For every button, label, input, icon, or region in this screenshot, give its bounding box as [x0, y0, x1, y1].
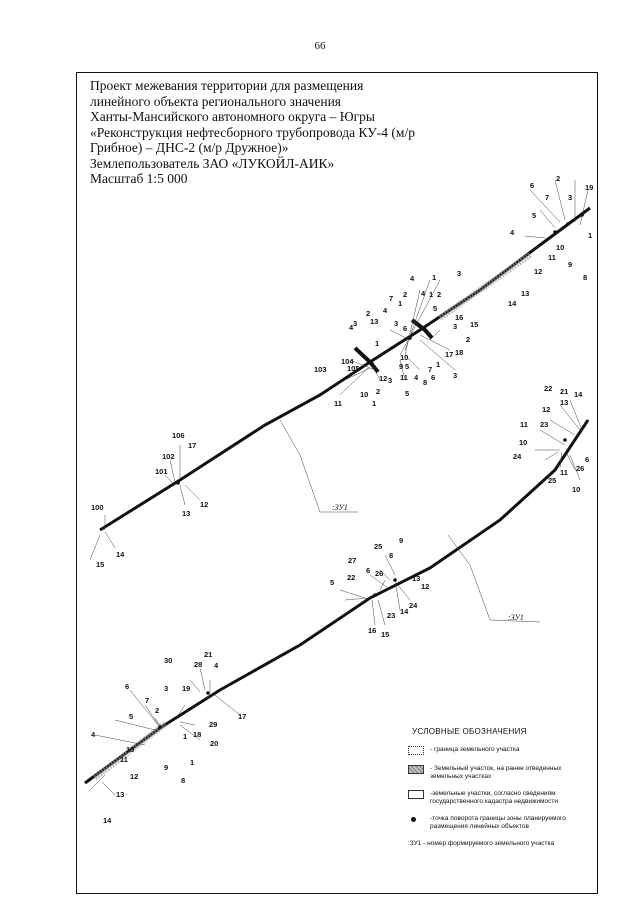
point-label: 24 — [409, 601, 418, 610]
point-label: 1 — [398, 299, 403, 308]
point-label: 6 — [403, 324, 408, 333]
point-label: 105 — [347, 364, 360, 373]
point-label: 21 — [560, 387, 569, 396]
title-line: Грибное) – ДНС-2 (м/р Дружное)» — [90, 140, 289, 155]
boundary-swatch-icon — [408, 746, 424, 755]
point-label: 102 — [162, 452, 175, 461]
point-label: 5 — [129, 712, 134, 721]
point-label: 8 — [583, 273, 588, 282]
labels-upper-middle — [314, 273, 478, 408]
parcel-label-upper: :ЗУ1 — [332, 503, 348, 512]
legend-item — [404, 840, 594, 850]
point-label: 17 — [238, 712, 247, 721]
point-label: 10 — [556, 243, 565, 252]
allotted-swatch-icon — [408, 765, 424, 774]
page-number: 66 — [314, 40, 326, 52]
point-label: 1 — [432, 273, 437, 282]
point-label: 11 — [120, 755, 128, 764]
point-label: 2 — [466, 335, 471, 344]
point-label: 1 — [375, 339, 380, 348]
point-label: 24 — [513, 452, 522, 461]
point-label: 2 — [155, 706, 160, 715]
point-label: 12 — [534, 267, 543, 276]
point-label: 106 — [172, 431, 185, 440]
point-label: 27 — [348, 556, 357, 565]
point-label: 5 — [405, 389, 410, 398]
legend-text: -точка поворота границы зоны планируемого размещения линейных объектов — [430, 815, 566, 830]
point-label: 104 — [341, 357, 354, 366]
turning-point-dot-icon — [411, 817, 416, 822]
title-line: Ханты-Мансийского автономного округа – Югры — [90, 109, 375, 124]
point-label: 15 — [381, 630, 390, 639]
point-label: 14 — [508, 299, 517, 308]
point-label: 2 — [366, 309, 371, 318]
cadastre-swatch-icon — [408, 790, 424, 799]
parcel-label-lower: :ЗУ1 — [508, 613, 524, 622]
point-label: 1 — [588, 231, 593, 240]
point-label: 9 — [399, 362, 404, 371]
point-label: 10 — [519, 438, 528, 447]
point-label: 10 — [572, 485, 581, 494]
title-line: линейного объекта регионального значения — [90, 93, 342, 109]
point-label: 4 — [421, 289, 426, 298]
scale-line: Масштаб 1:5 000 — [90, 171, 188, 186]
point-label: 10 — [400, 353, 409, 362]
point-label: 11 — [400, 373, 408, 382]
point-label: 3 — [353, 319, 358, 328]
point-label: 13 — [521, 289, 530, 298]
point-label: 4 — [414, 373, 419, 382]
point-label: 12 — [542, 405, 551, 414]
point-label: 30 — [164, 656, 173, 665]
point-label: 18 — [455, 348, 464, 357]
point-label: 2 — [376, 387, 381, 396]
point-label: 7 — [545, 193, 550, 202]
point-label: 3 — [457, 269, 462, 278]
point-label: 8 — [423, 378, 428, 387]
point-label: 14 — [116, 550, 125, 559]
point-label: 15 — [470, 320, 479, 329]
point-label: 14 — [400, 607, 409, 616]
point-label: 23 — [540, 420, 549, 429]
point-label: 5 — [433, 304, 438, 313]
point-label: 9 — [568, 260, 573, 269]
point-label: 12 — [200, 500, 209, 509]
point-label: 29 — [209, 720, 218, 729]
point-label: 4 — [410, 274, 415, 283]
point-label: 11 — [548, 253, 556, 262]
point-label: 16 — [368, 626, 377, 635]
legend-text: :ЗУ1 - номер формируемого земельного участка — [408, 840, 555, 847]
point-label: 15 — [96, 560, 105, 569]
legend-item — [404, 765, 594, 781]
legend-item — [404, 746, 594, 756]
point-label: 19 — [585, 183, 594, 192]
point-label: 26 — [375, 569, 384, 578]
point-label: 14 — [574, 390, 583, 399]
point-label: 3 — [388, 376, 393, 385]
point-label: 17 — [188, 441, 197, 450]
title-line: «Реконструкция нефтесборного трубопровода КУ-4 (м/р — [90, 124, 415, 140]
point-label: 22 — [347, 573, 356, 582]
point-label: 19 — [182, 684, 191, 693]
allotted-strip-upper — [440, 255, 530, 318]
point-label: 2 — [403, 290, 408, 299]
point-label: 13 — [370, 317, 379, 326]
labels-upper-right — [457, 174, 593, 308]
point-label: 10 — [360, 390, 369, 399]
point-label: 9 — [164, 763, 169, 772]
legend-text: -земельные участки, согласно сведениям государственного кадастра недвижимости — [430, 790, 558, 805]
labels-lower-middle — [330, 536, 429, 639]
point-label: 6 — [366, 566, 371, 575]
point-label: 1 — [372, 399, 377, 408]
point-label: 5 — [532, 211, 537, 220]
point-label: 25 — [548, 476, 557, 485]
point-label: 17 — [445, 350, 454, 359]
point-label: 101 — [155, 467, 168, 476]
point-label: 6 — [585, 455, 590, 464]
point-label: 2 — [556, 174, 561, 183]
legend-title: УСЛОВНЫЕ ОБОЗНАЧЕНИЯ — [412, 727, 527, 736]
point-label: 28 — [194, 660, 203, 669]
point-label: 16 — [455, 313, 464, 322]
point-label: 1 — [429, 290, 434, 299]
point-label: 2 — [437, 290, 442, 299]
point-label: 5 — [405, 362, 410, 371]
point-label: 7 — [145, 696, 150, 705]
point-label: 11 — [560, 468, 568, 477]
point-label: 23 — [387, 611, 396, 620]
point-label: 11 — [520, 420, 528, 429]
point-label: 3 — [453, 322, 458, 331]
point-label: 25 — [374, 542, 383, 551]
point-label: 13 — [412, 574, 421, 583]
point-label: 26 — [576, 464, 585, 473]
point-label: 1 — [190, 758, 195, 767]
point-label: 20 — [210, 739, 219, 748]
point-label: 3 — [568, 193, 573, 202]
point-label: 21 — [204, 650, 213, 659]
point-label: 8 — [181, 776, 186, 785]
point-label: 3 — [394, 319, 399, 328]
labels-lower-right — [513, 384, 589, 494]
point-label: 4 — [349, 323, 354, 332]
point-label: 5 — [330, 578, 335, 587]
point-label: 14 — [103, 816, 112, 825]
point-label: 6 — [125, 682, 130, 691]
point-label: 100 — [91, 503, 104, 512]
point-label: 4 — [214, 661, 219, 670]
turning-points — [158, 213, 584, 729]
point-label: 11 — [334, 399, 342, 408]
legend-text: - граница земельного участка — [430, 746, 520, 753]
point-label: 6 — [431, 373, 436, 382]
point-label: 22 — [544, 384, 553, 393]
pipeline-upper — [100, 208, 593, 530]
labels-lower-left — [91, 650, 246, 825]
point-label: 9 — [399, 536, 404, 545]
point-label: 3 — [164, 684, 169, 693]
legend — [404, 728, 594, 859]
point-label: 1 — [436, 360, 441, 369]
point-label: 13 — [560, 398, 569, 407]
title-line: Проект межевания территории для размещения — [90, 78, 364, 93]
point-label: 12 — [130, 772, 139, 781]
point-label: 1 — [183, 732, 188, 741]
point-label: 4 — [91, 730, 96, 739]
point-label: 12 — [421, 582, 430, 591]
point-label: 103 — [314, 365, 327, 374]
legend-text: - Земельный участок, на ранее отведенных земельных участках — [430, 765, 562, 780]
point-label: 10 — [126, 745, 135, 754]
land-user-line: Землепользователь ЗАО «ЛУКОЙЛ-АИК» — [90, 155, 335, 171]
point-label: 6 — [530, 181, 535, 190]
point-label: 7 — [389, 294, 394, 303]
point-label: 4 — [510, 228, 515, 237]
point-label: 3 — [453, 371, 458, 380]
point-label: 13 — [116, 790, 125, 799]
point-label: 8 — [389, 551, 394, 560]
point-label: 12 — [379, 374, 388, 383]
point-label: 7 — [428, 365, 433, 374]
legend-item — [404, 815, 594, 831]
pipeline-line-upper — [100, 208, 593, 530]
point-label: 4 — [383, 306, 388, 315]
legend-item — [404, 790, 594, 806]
point-label: 18 — [193, 730, 202, 739]
leader-lines — [90, 180, 588, 795]
point-label: 13 — [182, 509, 191, 518]
